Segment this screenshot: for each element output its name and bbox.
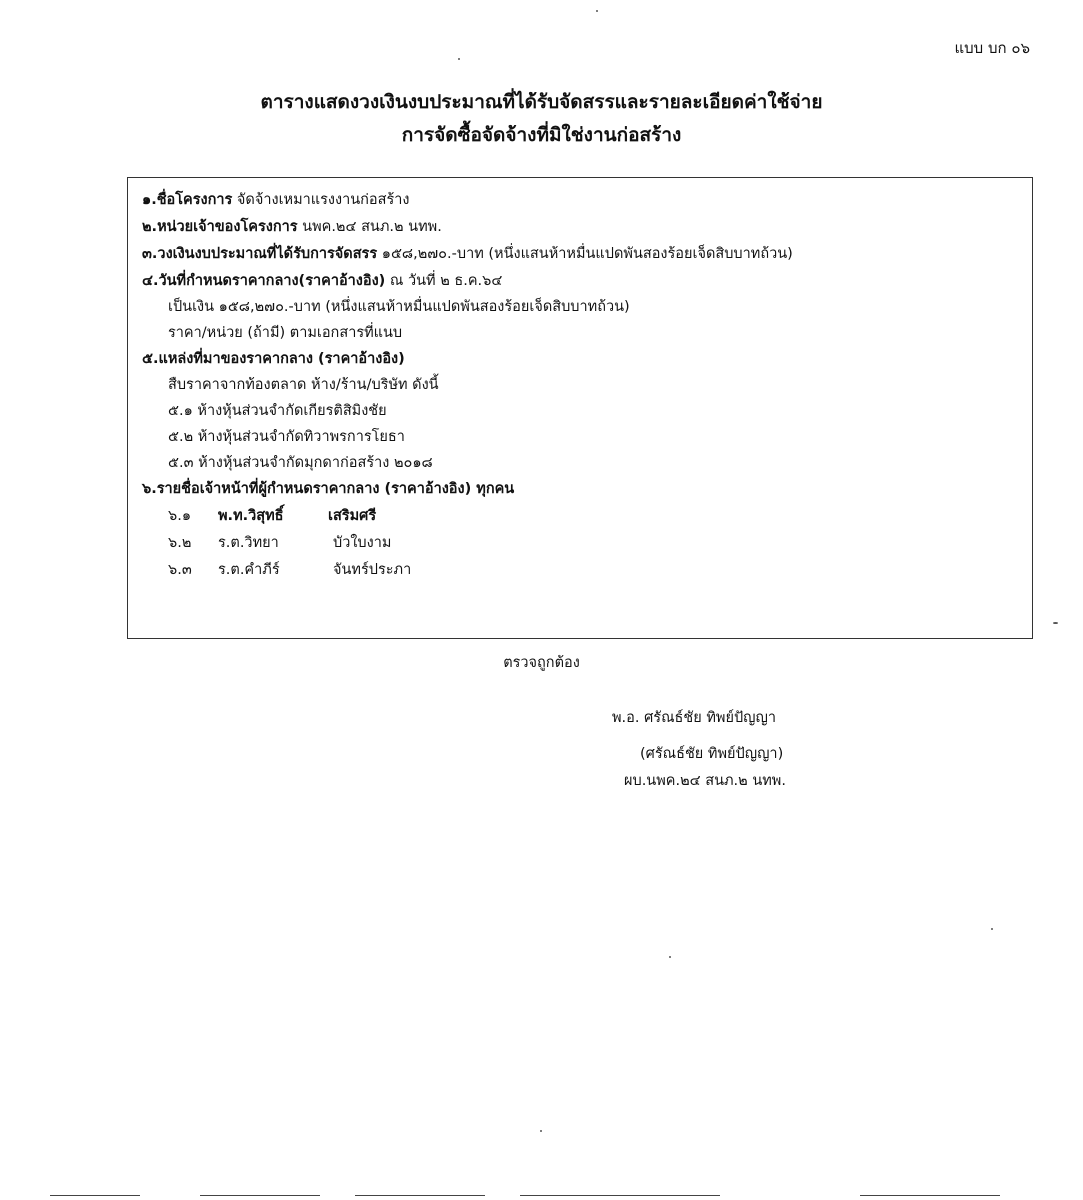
- project-value: จัดจ้างเหมาแรงงานก่อสร้าง: [232, 192, 410, 208]
- owner-label: ๒.หน่วยเจ้าของโครงการ: [142, 219, 298, 235]
- officer-surname: บัวใบงาม: [333, 535, 392, 551]
- document-subtitle: การจัดซื้อจัดจ้างที่มิใช่งานก่อสร้าง: [401, 124, 682, 146]
- officer-row: [168, 504, 376, 527]
- verified-text: ตรวจถูกต้อง: [503, 655, 580, 671]
- signature-name-paren: (ศรัณธ์ชัย ทิพย์ปัญญา): [640, 746, 784, 762]
- source-item: ๕.๒ ห้างหุ้นส่วนจำกัดทิวาพรการโยธา: [168, 429, 405, 445]
- officer-surname: จันทร์ประภา: [333, 562, 412, 578]
- source-intro: สืบราคาจากท้องตลาด ห้าง/ร้าน/บริษัท ดังนี้: [168, 377, 439, 393]
- officer-no: ๖.๑: [168, 508, 192, 524]
- scan-edge-line: [200, 1195, 320, 1196]
- scan-edge-line: [355, 1195, 485, 1196]
- source-label: ๕.แหล่งที่มาของราคากลาง (ราคาอ้างอิง): [142, 351, 405, 367]
- project-label: ๑.ชื่อโครงการ: [142, 192, 233, 208]
- project-line: [142, 188, 409, 211]
- scan-edge-line: [520, 1195, 720, 1196]
- budget-line: [142, 242, 793, 265]
- scan-speck: [458, 58, 460, 60]
- refdate-line: [142, 269, 502, 292]
- scan-speck: [1053, 622, 1058, 624]
- officer-no: ๖.๒: [168, 535, 192, 551]
- scan-speck: [596, 10, 598, 12]
- scan-edge-line: [50, 1195, 140, 1196]
- signature-position: ผบ.นพค.๒๔ สนภ.๒ นทพ.: [624, 773, 786, 789]
- officer-no: ๖.๓: [168, 562, 192, 578]
- document-title: ตารางแสดงวงเงินงบประมาณที่ได้รับจัดสรรและรายละเอียดค่าใช้จ่าย: [260, 91, 823, 113]
- officer-row: [168, 558, 411, 581]
- officer-name: ร.ต.คำภีร์: [218, 562, 280, 578]
- form-code: แบบ บก ๐๖: [954, 39, 1030, 57]
- scan-speck: [991, 928, 993, 930]
- scan-speck: [669, 956, 671, 958]
- officer-surname: เสริมศรี: [328, 508, 377, 524]
- officers-line: [142, 477, 514, 500]
- details-box: [127, 177, 1033, 639]
- owner-line: [142, 215, 442, 238]
- source-item: ๕.๑ ห้างหุ้นส่วนจำกัดเกียรติสิมิงชัย: [168, 403, 387, 419]
- officers-label: ๖.รายชื่อเจ้าหน้าที่ผู้กำหนดราคากลาง (ราคาอ้างอิง) ทุกคน: [142, 481, 515, 497]
- refdate-label: ๔.วันที่กำหนดราคากลาง(ราคาอ้างอิง): [142, 273, 386, 289]
- ref-amount: เป็นเงิน ๑๕๘,๒๗๐.-บาท (หนึ่งแสนห้าหมื่นแปดพันสองร้อยเจ็ดสิบบาทถ้วน): [168, 299, 630, 315]
- officer-name: ร.ต.วิทยา: [218, 535, 279, 551]
- budget-label: ๓.วงเงินงบประมาณที่ได้รับการจัดสรร: [142, 246, 378, 262]
- owner-value: นพค.๒๔ สนภ.๒ นทพ.: [297, 219, 442, 235]
- unit-price: ราคา/หน่วย (ถ้ามี) ตามเอกสารที่แนบ: [168, 325, 403, 341]
- officer-name: พ.ท.วิสุทธิ์: [218, 508, 284, 524]
- signature-name: พ.อ. ศรัณธ์ชัย ทิพย์ปัญญา: [612, 710, 777, 726]
- scan-speck: [540, 1130, 542, 1132]
- scan-edge-line: [860, 1195, 1000, 1196]
- officer-row: [168, 531, 391, 554]
- budget-value: ๑๕๘,๒๗๐.-บาท (หนึ่งแสนห้าหมื่นแปดพันสองร้อยเจ็ดสิบบาทถ้วน): [377, 246, 793, 262]
- refdate-value: ณ วันที่ ๒ ธ.ค.๖๔: [385, 273, 503, 289]
- source-line: [142, 347, 405, 370]
- source-item: ๕.๓ ห้างหุ้นส่วนจำกัดมุกดาก่อสร้าง ๒๐๑๘: [168, 455, 433, 471]
